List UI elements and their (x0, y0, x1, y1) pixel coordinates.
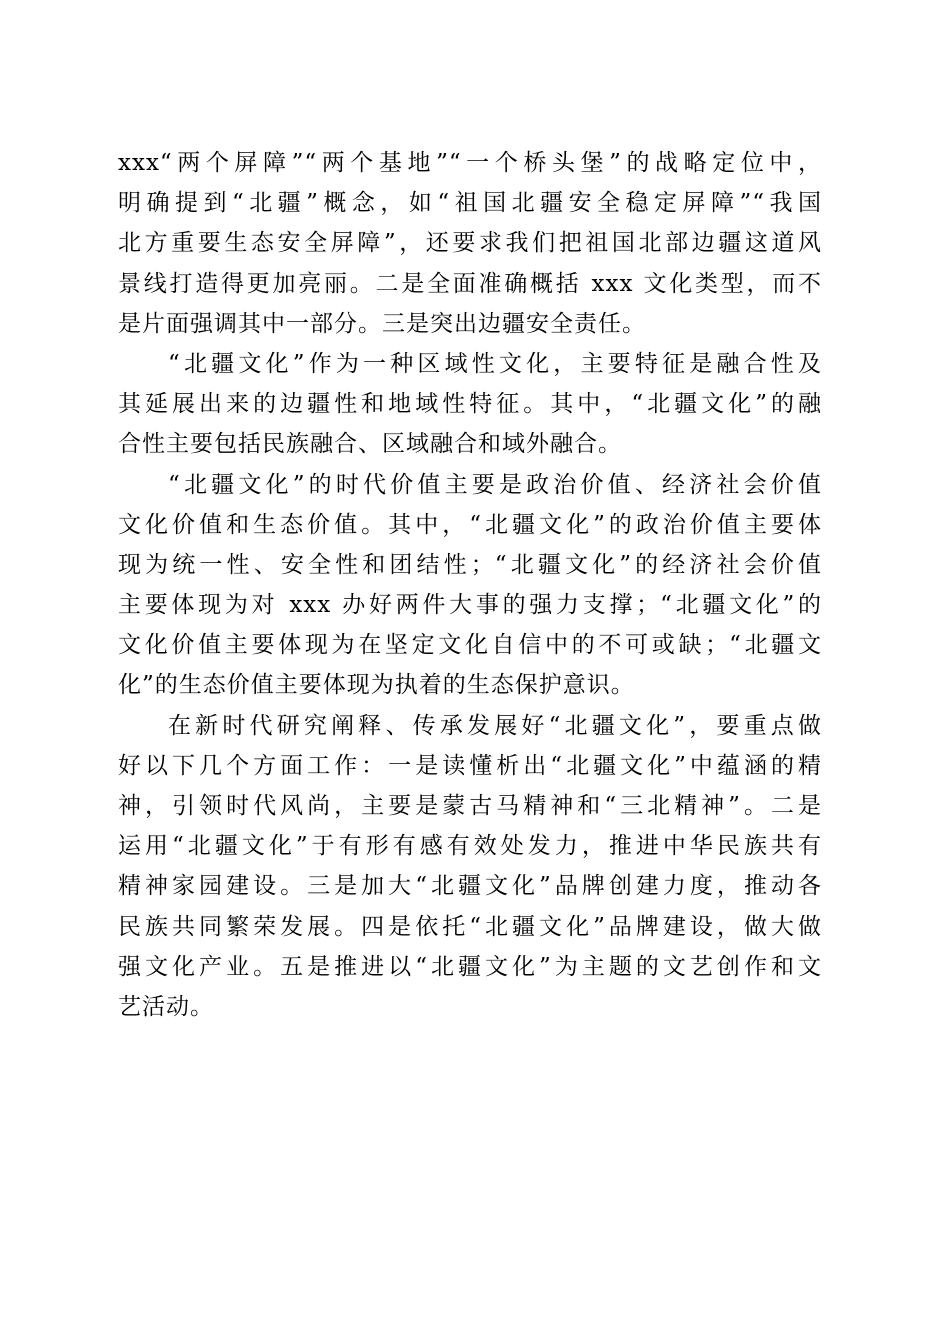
paragraph-line: 精神家园建设。三是加大“北疆文化”品牌创建力度，推动各 (118, 873, 822, 900)
paragraph-3 (118, 465, 822, 706)
paragraph-4 (118, 706, 822, 1028)
paragraph-line: 其延展出来的边疆性和地域性特征。其中，“北疆文化”的融 (118, 391, 822, 418)
paragraph-line: 主要体现为对 xxx 办好两件大事的强力支撑；“北疆文化”的 (118, 592, 822, 619)
paragraph-line: 景线打造得更加亮丽。二是全面准确概括 xxx 文化类型，而不 (118, 270, 822, 297)
paragraph-1 (118, 143, 822, 344)
paragraph-line: 好以下几个方面工作：一是读懂析出“北疆文化”中蕴涵的精 (118, 752, 822, 779)
paragraph-line: 民族共同繁荣发展。四是依托“北疆文化”品牌建设，做大做 (118, 913, 822, 940)
paragraph-line: 现为统一性、安全性和团结性；“北疆文化”的经济社会价值 (118, 551, 822, 578)
paragraph-line: 神，引领时代风尚，主要是蒙古马精神和“三北精神”。二是 (118, 793, 822, 819)
paragraph-line: 文化价值主要体现为在坚定文化自信中的不可或缺；“北疆文 (118, 632, 822, 659)
paragraph-line: 在新时代研究阐释、传承发展好“北疆文化”，要重点做 (168, 712, 822, 739)
paragraph-line: 运用“北疆文化”于有形有感有效处发力，推进中华民族共有 (118, 833, 822, 860)
paragraph-line: 强文化产业。五是推进以“北疆文化”为主题的文艺创作和文 (118, 953, 822, 980)
paragraph-line: xxx“两个屏障”“两个基地”“一个桥头堡”的战略定位中， (118, 150, 822, 176)
document-body (118, 143, 822, 1027)
paragraph-line: “北疆文化”的时代价值主要是政治价值、经济社会价值 (168, 471, 822, 498)
paragraph-2 (118, 344, 822, 465)
paragraph-line: 合性主要包括民族融合、区域融合和域外融合。 (118, 431, 622, 458)
paragraph-line: 化”的生态价值主要体现为执着的生态保护意识。 (118, 672, 635, 699)
paragraph-line: 艺活动。 (118, 993, 214, 1020)
paragraph-line: 明确提到“北疆”概念，如“祖国北疆安全稳定屏障”“我国 (118, 190, 822, 217)
paragraph-line: 是片面强调其中一部分。三是突出边疆安全责任。 (118, 310, 646, 337)
paragraph-line: 文化价值和生态价值。其中，“北疆文化”的政治价值主要体 (118, 511, 822, 538)
paragraph-line: “北疆文化”作为一种区域性文化，主要特征是融合性及 (168, 350, 822, 377)
paragraph-line: 北方重要生态安全屏障”，还要求我们把祖国北部边疆这道风 (118, 230, 822, 257)
